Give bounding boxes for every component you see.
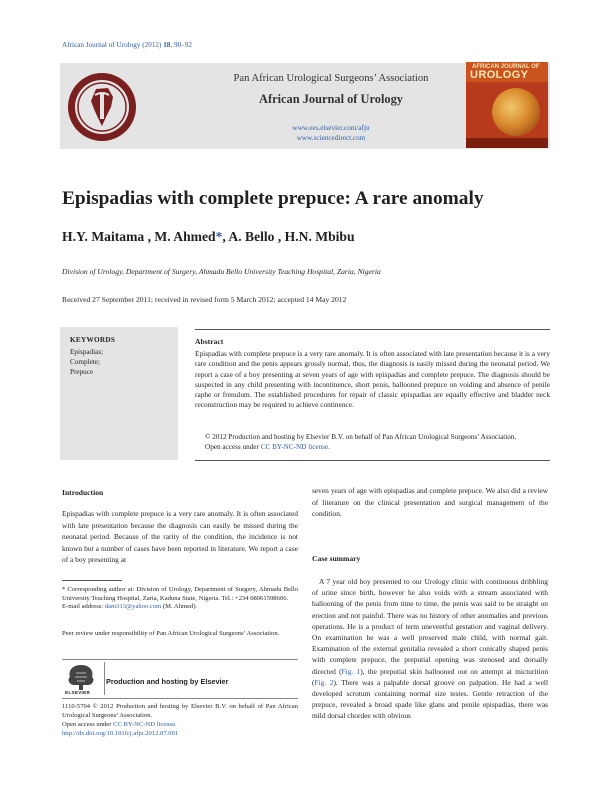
figure-2-link[interactable]: Fig. 2 — [314, 677, 334, 687]
introduction-text: Epispadias with complete prepuce is a very rare anomaly. It is often associated with late presentation because the diagnosis can easily be missed during the neonatal period. Because of the rarity of the condition, the incidence is not known but a number of cases have been reported in literature. We report a case of a boy presenting at — [62, 509, 298, 564]
abstract-heading: Abstract — [195, 337, 224, 346]
affiliation: Division of Urology, Department of Surgery, Ahmadu Bello University Teaching Hospital, Zaria, Nigeria — [62, 267, 381, 276]
footnote-rule — [62, 580, 122, 581]
peer-review-note: Peer review under responsibility of Pan African Urological Surgeons’ Association. — [62, 630, 280, 637]
journal-cover-image — [466, 62, 548, 148]
abstract-top-rule — [195, 329, 550, 330]
cover-artwork — [492, 88, 540, 136]
url-sciencedirect-link[interactable]: www.sciencedirect.com — [296, 133, 366, 142]
url-ees-link[interactable]: www.ees.elsevier.com/afju — [292, 124, 370, 132]
article-title: Epispadias with complete prepuce: A rare anomaly — [62, 188, 484, 209]
corresponding-author-marker[interactable]: * — [215, 229, 223, 244]
pausa-seal-logo — [66, 71, 138, 143]
footer-license-link[interactable]: CC BY-NC-ND license. — [113, 721, 177, 728]
abstract-text: Epispadias with complete prepuce is a very rare anomaly. It is often associated with late presentation because it is a very rare condition and the penis appears grossly normal, thus, the diagnosis is easily missed during the neonatal period. We report a case of a boy presenting at seven years of age with epispadias and complete prepuce. The diagnosis should be suspected in any child presenting with incontinence, short penis, ballooned prepuce on voiding and absence of penile raphe or frenulum. The established procedures for repair of classic epispadias are equally effective and bladder neck reconstruction may be required to achieve continence. — [195, 349, 550, 410]
case-summary-heading: Case summary — [312, 554, 361, 563]
introduction-heading: Introduction — [62, 488, 104, 497]
journal-urls — [140, 124, 522, 143]
keywords-panel — [60, 327, 178, 460]
doi-line — [62, 730, 298, 739]
elsevier-label: ELSEVIER — [65, 690, 91, 695]
cover-header — [466, 62, 548, 82]
figure-1-link[interactable]: Fig. 1 — [341, 666, 361, 676]
keywords-heading: KEYWORDS — [70, 336, 116, 344]
journal-volume: 18 — [163, 41, 171, 49]
abstract-copyright: © 2012 Production and hosting by Elsevier B.V. on behalf of Pan African Urological Surgeons’ Association. Open access under CC BY-NC-ND license. — [205, 433, 517, 452]
case-summary-text: A 7 year old boy presented to our Urology clinic with continuous dribbling of urine since birth, however he also voids with a stream associated with ballooning of the penis from time to time, the penis was said to be straight on erection and not painful. There was no history of other anomalies and previous operations. He is a product of term uneventful gestation and vaginal delivery. On examination he was a well preserved male child, with normal gait. Examination of the external genitalia revealed a short conically shaped penis with complete prepuce, the preputial opening was stenosed and dorsally directed (Fig. 1), the preputial skin ballooned out on attempt at micturition (Fig. 2). There was a palpable dorsal groove on palpation. He had a well developed scrotum containing normal size testes. Gentle retraction of the prepuce, revealed a broad spade like glans and penile epispadias, there was mild dorsal chordee with obvious — [312, 577, 549, 721]
keyword-item: Epispadias; — [70, 348, 104, 356]
article-dates: Received 27 September 2011; received in revised form 5 March 2012; accepted 14 May 2012 — [62, 295, 347, 304]
license-link[interactable]: CC BY-NC-ND license. — [260, 443, 330, 452]
journal-reference: African Journal of Urology (2012) 18, 90–92 — [62, 41, 192, 49]
abstract-bottom-rule — [195, 460, 550, 461]
introduction-continued: seven years of age with epispadias and complete prepuce. We also did a review of literature on the clinical presentation and surgical management of the condition. — [312, 486, 548, 518]
issn-line: 1110-5704 © 2012 Production and hosting by Elsevier B.V. on behalf of Pan African Urological Surgeons’ Association. — [62, 703, 298, 719]
cover-line1: AFRICAN JOURNAL OF — [472, 64, 540, 70]
association-name: Pan African Urological Surgeons’ Association — [233, 73, 429, 84]
keyword-item: Prepuce — [70, 368, 94, 376]
production-hosting-label: Production and hosting by Elsevier — [106, 677, 229, 686]
doi-link[interactable]: http://dx.doi.org/10.1016/j.afju.2012.07.001 — [62, 730, 179, 737]
cover-line2: UROLOGY — [470, 69, 529, 81]
author-list: H.Y. Maitama , M. Ahmed*, A. Bello , H.N. Mbibu — [62, 229, 355, 244]
email-link[interactable]: dam313@yahoo.com — [104, 603, 162, 611]
cover-stripe — [466, 138, 548, 148]
journal-name: African Journal of Urology — [259, 92, 403, 106]
corresponding-author-footnote: * Corresponding author at: Division of Urology, Department of Surgery, Ahmadu Bello University Teaching Hospital, Zaria, Kaduna State, Nigeria. Tel.: +234 08061598606. E-mail address: dam313@yahoo.com (M. Ahmed). — [62, 586, 298, 611]
keyword-item: Complete; — [70, 358, 100, 366]
open-access-line: Open access under CC BY-NC-ND license. — [62, 721, 177, 728]
